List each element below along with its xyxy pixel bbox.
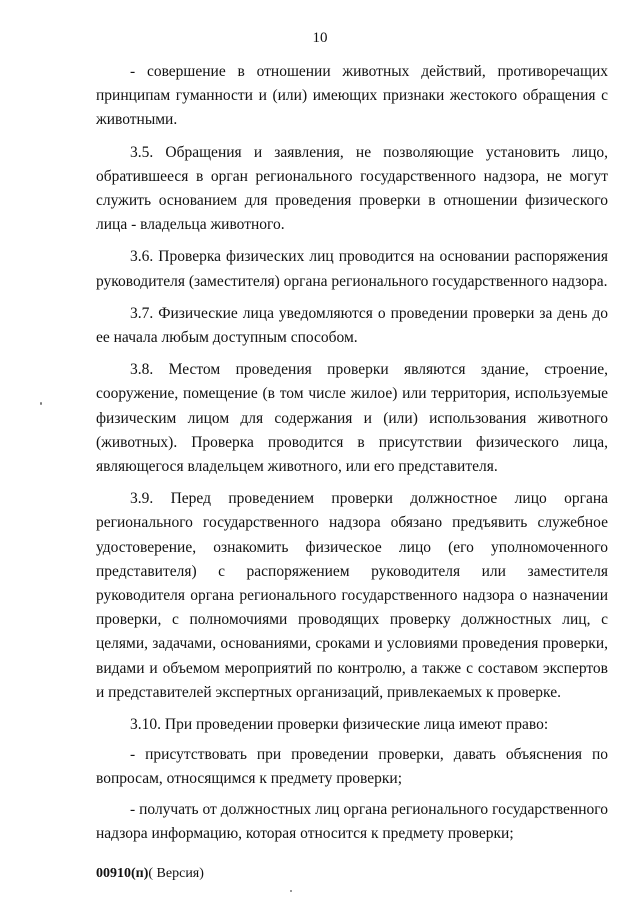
paragraph: 3.7. Физические лица уведомляются о проведении проверки за день до ее начала любым доступным способом. <box>96 304 608 347</box>
paragraph: 3.6. Проверка физических лиц проводится на основании распоряжения руководителя (заместителя) органа регионального государственного надзора. <box>96 248 608 290</box>
scan-speck <box>40 402 42 405</box>
document-code: 00910(п) <box>96 866 149 881</box>
paragraph: - получать от должностных лиц органа регионального государственного надзора информацию, которая относится к предмету проверки; <box>96 800 608 842</box>
paragraph: 3.5. Обращения и заявления, не позволяющие установить лицо, обратившееся в орган регионального государственного надзора, не могут служить основанием для проведения проверки в отношении физического лица - владельца животного. <box>96 143 608 234</box>
paragraph: 3.8. Местом проведения проверки являются здание, строение, сооружение, помещение (в том числе жилое) или территория, используемые физическим лицом для содержания и (или) использования животного (животных). Проверка проводится в присутствии физического лица, являющегося владельцем животного, или его представителя. <box>96 361 608 476</box>
document-footer <box>96 866 204 882</box>
scan-speck <box>290 890 292 892</box>
paragraph: - присутствовать при проведении проверки, давать объяснения по вопросам, относящимся к предмету проверки; <box>96 746 608 788</box>
paragraph: 3.10. При проведении проверки физические лица имеют право: <box>130 716 549 734</box>
paragraph: - совершение в отношении животных действий, противоречащих принципам гуманности и (или) имеющих признаки жестокого обращения с животными. <box>96 63 608 129</box>
document-version: ( Версия) <box>148 866 204 881</box>
paragraph: 3.9. Перед проведением проверки должностное лицо органа регионального государственного надзора обязано предъявить служебное удостоверение, ознакомить физическое лицо (его уполномоченного представителя) с распоряжением руководителя или заместителя руководителя органа регионального государственного надзора о назначении проверки, с полномочиями проводящих проверку должностных лиц, с целями, задачами, основаниями, сроками и условиями проведения проверки, видами и объемом мероприятий по контролю, а также с составом экспертов и представителей экспертных организаций, привлекаемых к проверке. <box>96 490 608 701</box>
document-body <box>96 60 608 852</box>
page-number: 10 <box>312 30 328 46</box>
